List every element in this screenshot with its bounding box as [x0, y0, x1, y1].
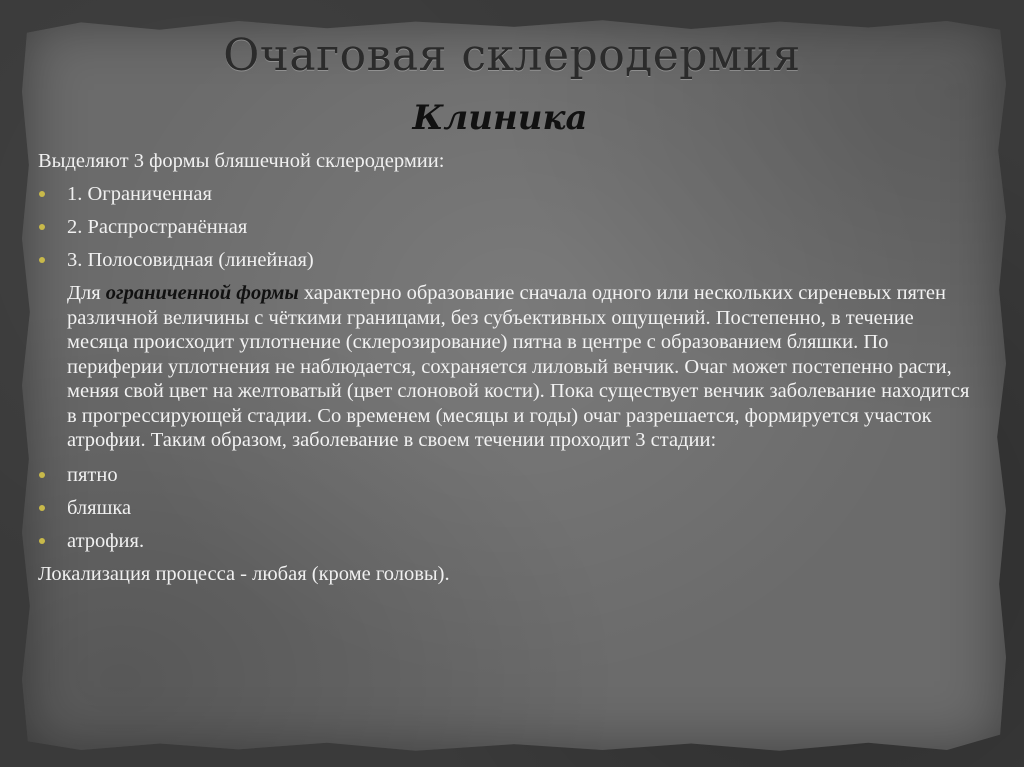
- intro-text: Выделяют 3 формы бляшечной склеродермии:: [38, 150, 445, 172]
- form-item-label: 1. Ограниченная: [67, 183, 212, 205]
- bullet-dot-icon: [39, 257, 45, 263]
- slide-subtitle: Клиника: [412, 98, 588, 138]
- form-item: [38, 211, 978, 244]
- bullet-dot-icon: [39, 505, 45, 511]
- paragraph-emphasis: ограниченной формы: [105, 282, 299, 304]
- form-item: [38, 244, 978, 277]
- bullet-dot-icon: [39, 538, 45, 544]
- stage-item-label: пятно: [67, 463, 118, 486]
- stage-item: [38, 459, 978, 492]
- stage-item-label: бляшка: [67, 496, 132, 519]
- stage-item: [38, 525, 978, 558]
- paragraph-prefix: Для: [67, 282, 106, 304]
- stage-item: [38, 492, 978, 525]
- paragraph-body: характерно образование сначала одного или нескольких сиреневых пятен различной величины с чёткими границами, без субъективных ощущений. Постепенно, в течение месяца происходит уплотнение (склерозирование) пятна в центре с образованием бляшки. По периферии уплотнения не наблюдается, сохраняется лиловый венчик. Очаг может постепенно расти, меняя свой цвет на желтоватый (цвет слоновой кости). Пока существует венчик заболевание находится в прогрессирующей стадии. Со временем (месяцы и годы) очаг разрешается, формируется участок атрофии. Таким образом, заболевание в своем течении проходит 3 стадии:: [67, 282, 970, 451]
- slide-content: [38, 145, 978, 591]
- bullet-dot-icon: [39, 224, 45, 230]
- stage-item-label: атрофия.: [67, 529, 145, 552]
- bullet-dot-icon: [39, 191, 45, 197]
- form-item: [38, 178, 978, 211]
- slide-title: Очаговая склеродермия: [223, 30, 801, 81]
- form-item-label: 2. Распространённая: [67, 216, 248, 238]
- localization-text: Локализация процесса - любая (кроме головы).: [38, 562, 450, 585]
- description-paragraph: [67, 281, 972, 453]
- bullet-dot-icon: [39, 472, 45, 478]
- form-item-label: 3. Полосовидная (линейная): [67, 249, 314, 271]
